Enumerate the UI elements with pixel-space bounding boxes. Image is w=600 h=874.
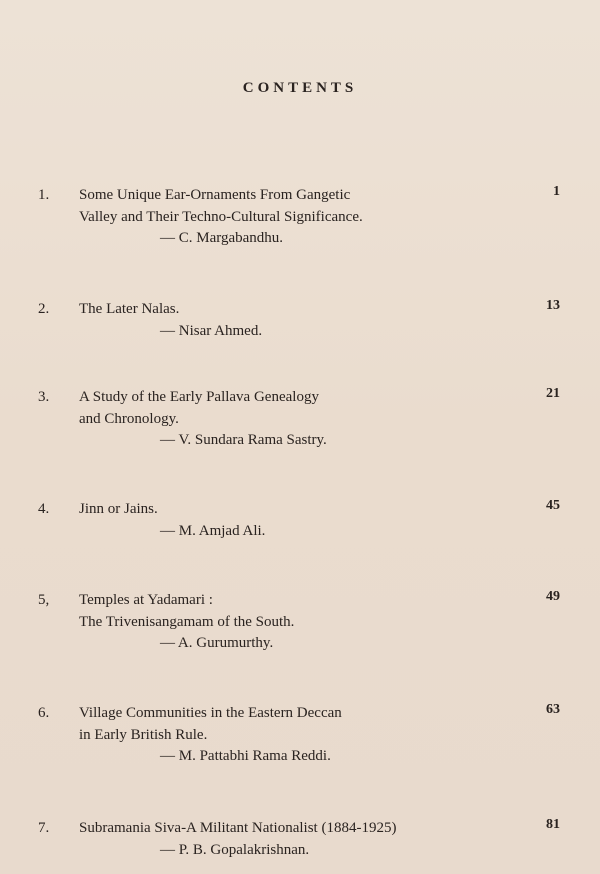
entry-page-number: 1 (553, 184, 560, 199)
entry-title-line: and Chronology. (79, 410, 179, 427)
entry-body (79, 590, 294, 655)
entry-title-line: A Study of the Early Pallava Genealogy (79, 389, 319, 405)
entry-number: 1. (38, 187, 50, 203)
entry-number: 6. (38, 705, 50, 721)
entry-number: 3. (38, 389, 50, 405)
entry-page-number: 81 (546, 817, 560, 832)
entry-page-number: 21 (546, 386, 560, 401)
entry-page-number: 63 (546, 702, 560, 717)
entry-title-line: in Early British Rule. (79, 726, 208, 743)
entry-author: — A. Gurumurthy. (160, 635, 274, 651)
entry-title-line: Some Unique Ear-Ornaments From Gangetic (79, 187, 351, 203)
entry-title-line: Village Communities in the Eastern Deccan (79, 705, 342, 721)
entry-title-line: Jinn or Jains. (79, 501, 158, 517)
entry-author: — C. Margabandhu. (160, 230, 284, 246)
entry-body (79, 703, 342, 768)
entry-body (79, 185, 363, 250)
entry-number: 4. (38, 501, 50, 517)
entry-author: — M. Amjad Ali. (160, 522, 266, 539)
entry-page-number: 13 (546, 298, 560, 313)
entry-title-line: The Later Nalas. (79, 301, 180, 317)
entry-number: 2. (38, 301, 50, 317)
entry-body (79, 818, 396, 861)
entry-body (79, 499, 265, 542)
entry-body (79, 299, 262, 342)
entry-number: 7. (38, 820, 50, 836)
entry-body (79, 387, 327, 452)
entry-page-number: 45 (546, 498, 560, 513)
entry-author: — V. Sundara Rama Sastry. (160, 432, 327, 448)
entry-page-number: 49 (546, 589, 560, 604)
entry-title-line: Valley and Their Techno-Cultural Significance. (79, 208, 363, 225)
entry-author: — Nisar Ahmed. (160, 322, 263, 339)
entry-number: 5, (38, 592, 50, 608)
entry-title-line: The Trivenisangamam of the South. (79, 613, 295, 630)
entry-title-line: Temples at Yadamari : (79, 592, 213, 608)
page-title: CONTENTS (242, 80, 358, 96)
entry-author: — M. Pattabhi Rama Reddi. (160, 748, 331, 764)
entry-title-line: Subramania Siva-A Militant Nationalist (1884-1925) (79, 820, 397, 836)
entry-author: — P. B. Gopalakrishnan. (160, 841, 310, 858)
